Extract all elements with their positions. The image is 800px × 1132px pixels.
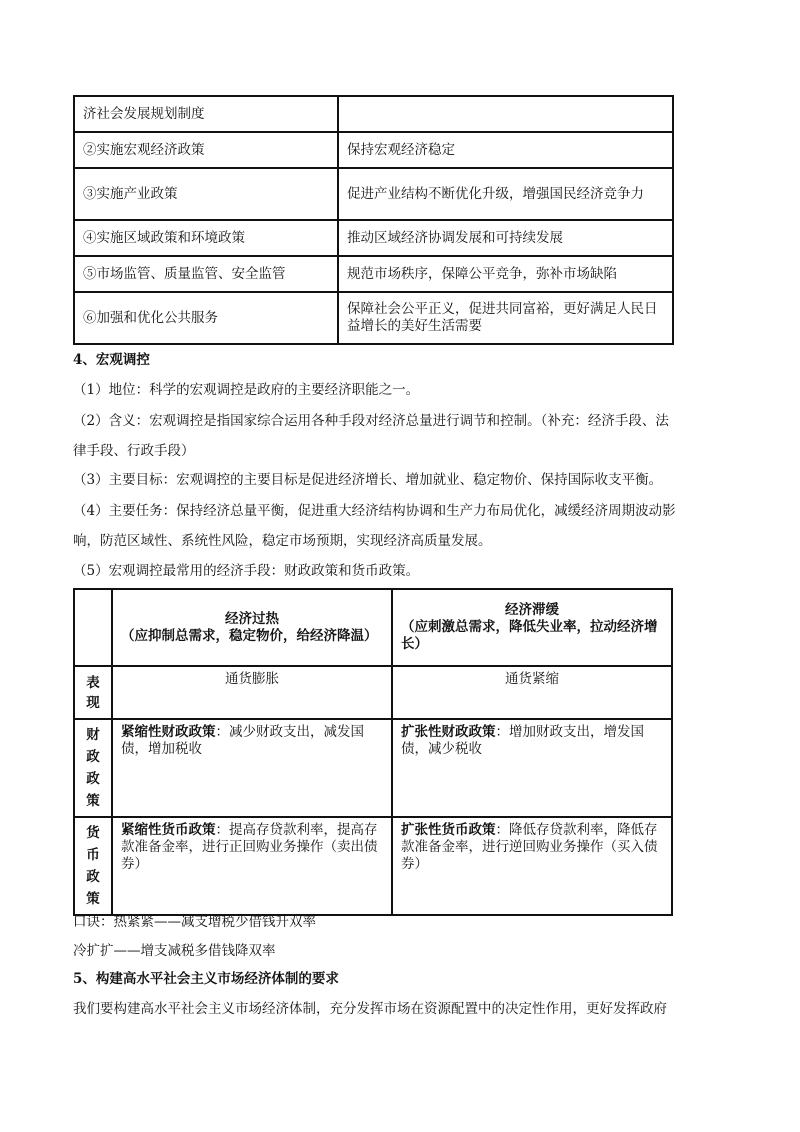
- table-row: [74, 168, 673, 220]
- paragraph: 响，防范区域性、系统性风险，稳定市场预期，实现经济高质量发展。: [73, 533, 492, 549]
- header-cell-slowdown: [392, 589, 672, 666]
- table-row: [74, 96, 673, 132]
- table-cell: 通货紧缩: [392, 666, 672, 719]
- section-heading: 4、宏观调控: [73, 352, 150, 368]
- row-label: 货币政策: [74, 817, 112, 915]
- paragraph: （3）主要目标：宏观调控的主要目标是促进经济增长、增加就业、稳定物价、保持国际收支平衡。: [73, 472, 663, 488]
- table-row: [74, 132, 673, 168]
- table-cell: 推动区域经济协调发展和可持续发展: [338, 220, 673, 256]
- table-cell: ④实施区域政策和环境政策: [74, 220, 338, 256]
- section-heading: 5、构建高水平社会主义市场经济体制的要求: [73, 971, 339, 987]
- paragraph: 律手段、行政手段）: [73, 443, 195, 459]
- table-cell: ⑥加强和优化公共服务: [74, 292, 338, 344]
- corner-cell: [74, 589, 112, 666]
- table-cell: 济社会发展规划制度: [74, 96, 338, 132]
- paragraph: （1）地位：科学的宏观调控是政府的主要经济职能之一。: [73, 382, 420, 398]
- paragraph: （5）宏观调控最常用的经济手段：财政政策和货币政策。: [73, 563, 420, 579]
- table-cell: [338, 96, 673, 132]
- table-row: [74, 719, 672, 817]
- mnemonic-line: 口诀：热紧紧——减支增税少借钱升双率: [73, 914, 316, 930]
- row-label: 表现: [74, 666, 112, 719]
- paragraph: （4）主要任务：保持经济总量平衡，促进重大经济结构协调和生产力布局优化，减缓经济周期波动影: [73, 503, 676, 519]
- table-cell: 扩张性财政政策：增加财政支出，增发国债，减少税收: [392, 719, 672, 817]
- table-row: [74, 292, 673, 344]
- table-cell: 通货膨胀: [112, 666, 392, 719]
- table-row: [74, 256, 673, 292]
- paragraph: （2）含义：宏观调控是指国家综合运用各种手段对经济总量进行调节和控制。（补充：经济手段、法: [73, 413, 669, 429]
- table-header-row: [74, 589, 672, 666]
- table-row: [74, 817, 672, 915]
- table-cell: 促进产业结构不断优化升级，增强国民经济竞争力: [338, 168, 673, 220]
- header-title: 经济滞缓: [505, 602, 559, 618]
- paragraph: 我们要构建高水平社会主义市场经济体制，充分发挥市场在资源配置中的决定性作用，更好发挥政府: [73, 1001, 667, 1017]
- row-label: 财政政策: [74, 719, 112, 817]
- macro-policy-table: [73, 588, 673, 916]
- table-cell: ③实施产业政策: [74, 168, 338, 220]
- table-cell: ②实施宏观经济政策: [74, 132, 338, 168]
- header-subtitle: （应刺激总需求，降低失业率，拉动经济增长）: [401, 619, 658, 652]
- table-cell: ⑤市场监管、质量监管、安全监管: [74, 256, 338, 292]
- table-cell: 保障社会公平正义，促进共同富裕，更好满足人民日益增长的美好生活需要: [338, 292, 673, 344]
- table-cell: 扩张性货币政策：降低存贷款利率，降低存款准备金率，进行逆回购业务操作（买入债券）: [392, 817, 672, 915]
- mnemonic-line: 冷扩扩——增支减税多借钱降双率: [73, 943, 276, 959]
- table-cell: 保持宏观经济稳定: [338, 132, 673, 168]
- table-row: [74, 220, 673, 256]
- policy-function-table: [73, 95, 674, 345]
- table-cell: 紧缩性财政政策：减少财政支出，减发国债，增加税收: [112, 719, 392, 817]
- table-cell: 规范市场秩序，保障公平竞争，弥补市场缺陷: [338, 256, 673, 292]
- header-subtitle: （应抑制总需求，稳定物价，给经济降温）: [121, 627, 378, 644]
- table-row: [74, 666, 672, 719]
- header-cell-overheat: [112, 589, 392, 666]
- table-cell: 紧缩性货币政策：提高存贷款利率，提高存款准备金率，进行正回购业务操作（卖出债券）: [112, 817, 392, 915]
- header-title: 经济过热: [225, 610, 279, 627]
